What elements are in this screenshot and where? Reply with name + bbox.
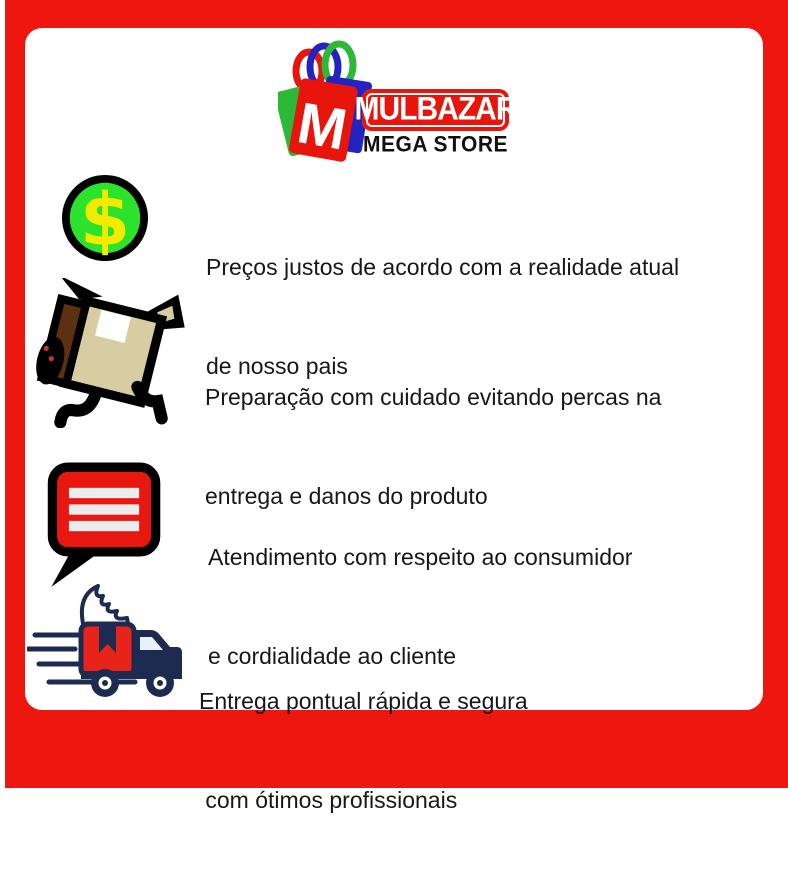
red-frame xyxy=(5,0,788,813)
benefit-respectful-service: Atendimento com respeito ao consumidor e cordialidade ao cliente xyxy=(208,544,633,669)
logo-monogram: M xyxy=(292,90,352,163)
brand-tagline: MEGA STORE xyxy=(362,132,509,157)
package-carrier-icon xyxy=(33,278,185,428)
benefit-fast-delivery: Entrega pontual rápida e segura com ótimos profissionais xyxy=(199,688,528,813)
content-panel xyxy=(25,28,763,813)
dollar-coin-icon xyxy=(61,174,149,262)
benefit-careful-preparation: Preparação com cuidado evitando percas na entrega e danos do produto xyxy=(205,384,662,509)
chat-bubble-icon xyxy=(39,456,167,594)
benefit-fair-prices: Preços justos de acordo com a realidade atual de nosso pais xyxy=(206,254,680,379)
brand-badge xyxy=(354,89,517,131)
svg-text:$: $ xyxy=(79,178,131,262)
winged-delivery-truck-icon xyxy=(27,584,199,702)
brand-name: MULBAZAR xyxy=(354,91,517,128)
